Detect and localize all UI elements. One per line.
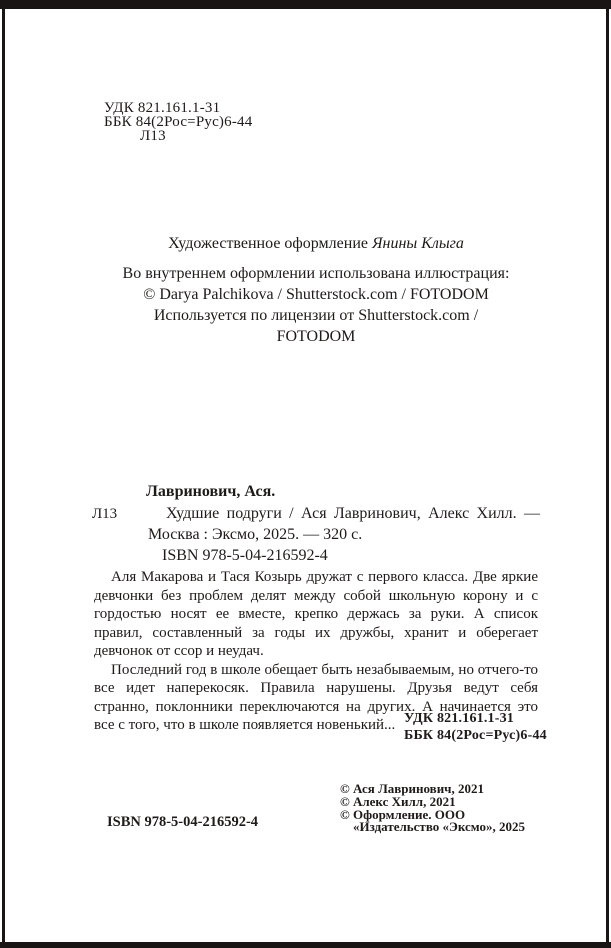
design-credit-line — [94, 233, 538, 254]
catalog-entry: Худшие подруги / Ася Лавринович, Алекс Хилл. — Москва : Эксмо, 2025. — 320 с. — [148, 505, 540, 543]
copyright-line: © Алекс Хилл, 2021 — [340, 793, 456, 809]
frame-bar-top — [0, 0, 611, 9]
frame-bar-left — [2, 0, 5, 948]
bbk-code-top: ББК 84(2Рос=Рус)6-44 — [104, 114, 253, 130]
illustration-note — [94, 263, 538, 347]
isbn-catalog: ISBN 978-5-04-216592-4 — [162, 547, 328, 564]
designer-name: Янины Клыга — [371, 235, 464, 252]
illustration-note-line: FOTODOM — [276, 328, 356, 345]
bbk-code-bottom: ББК 84(2Рос=Рус)6-44 — [404, 728, 547, 743]
copyright-line: © Ася Лавринович, 2021 — [340, 781, 485, 796]
top-classification-codes — [104, 101, 252, 143]
annotation-paragraph: Последний год в школе обещает быть незабываемым, но отчего-то все идет наперекосяк. Правила нарушены. Друзья ведут себя странно, поклонники переключаются на других. А начинается это все с того, что в школе появляется новенький... — [94, 661, 538, 733]
annotation-paragraph: Аля Макарова и Тася Козырь дружат с первого класса. Две яркие девчонки без проблем делят между собой школьную корону и с гордостью носят ее вместе, крепко держась за руки. А список правил, составленный за годы их дружбы, хранит и оберегает девчонок от ссор и неудач. — [94, 569, 538, 659]
frame-bar-right — [606, 0, 609, 948]
udk-code-top: УДК 821.161.1-31 — [104, 100, 221, 116]
udk-code-bottom: УДК 821.161.1-31 — [404, 711, 515, 726]
illustration-note-line: Во внутреннем оформлении использована иллюстрация: — [122, 265, 510, 282]
frame-bar-bottom — [0, 942, 611, 948]
copyright-line: © Оформление. ООО — [340, 806, 466, 822]
illustration-note-line: Используется по лицензии от Shutterstock.com / — [153, 307, 479, 324]
author-sign-top: Л13 — [140, 128, 166, 144]
isbn-bottom: ISBN 978-5-04-216592-4 — [107, 814, 259, 830]
copyright-block — [340, 783, 525, 834]
illustration-note-line: © Darya Palchikova / Shutterstock.com / FOTODOM — [143, 286, 489, 303]
catalog-author-sign: Л13 — [92, 506, 118, 522]
design-credit-prefix: Художественное оформление — [168, 235, 372, 252]
bottom-classification-codes — [404, 710, 547, 744]
catalog-author-header: Лавринович, Ася. — [146, 483, 276, 500]
copyright-line: «Издательство «Эксмо», 2025 — [353, 819, 525, 835]
